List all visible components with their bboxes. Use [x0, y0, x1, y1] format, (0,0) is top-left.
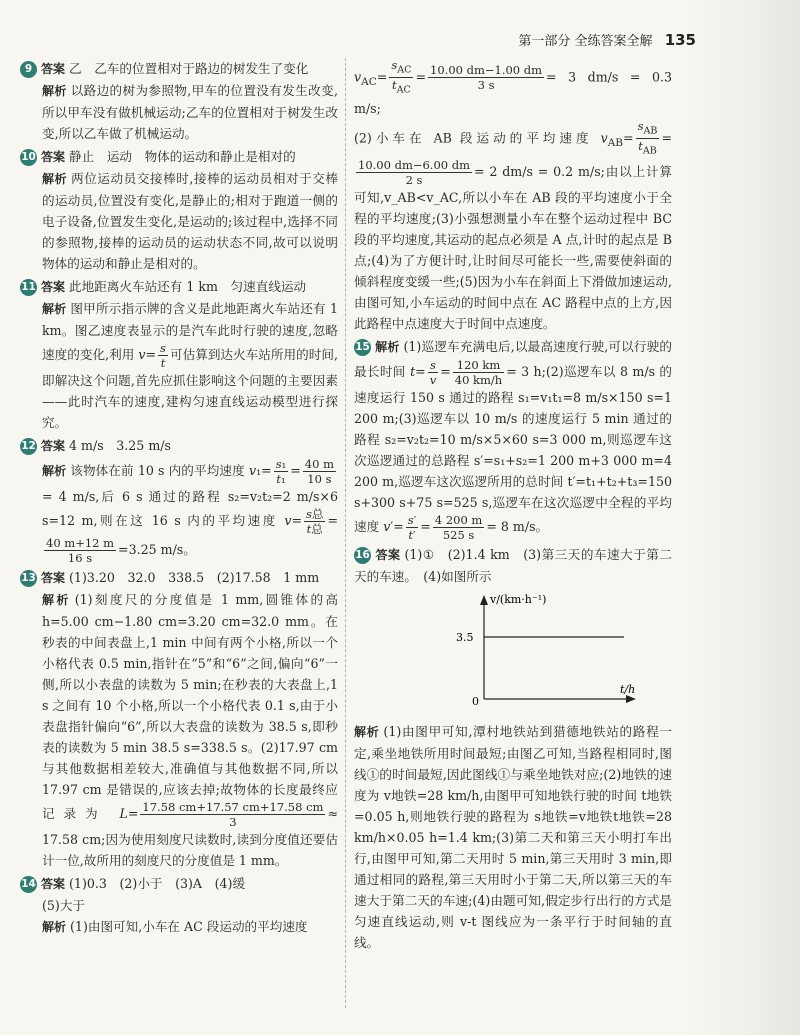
- formula-fraction: $\frac{10.00 dm-6.00 dm}{2 s}$: [358, 158, 471, 188]
- analysis-label: 解析: [42, 464, 67, 478]
- formula-fraction: $\frac{s_{AC}}{t_{AC}}$: [391, 58, 412, 96]
- question-number: 16: [354, 547, 371, 564]
- answer-text-2: (5)大于: [42, 898, 86, 913]
- answer-label: 答案: [41, 877, 66, 891]
- formula-fraction: $\frac{s}{t}$: [160, 341, 166, 370]
- column-divider: [345, 58, 347, 1008]
- question-11: 11 答案 此地距离火车站还有 1 km 匀速直线运动 解析 图甲所示指示牌的含义是此地距离火车站还有 1 km。图乙速度表显示的是汽车此时行驶的速度,忽略速度的变化,利用 v= $\frac{s}{t}$ 可估算到达火车站所用的时间,即解决这个问题,首先应抓住影响这个问题的主要因素——此时汽车的速度,建构匀速直线运动模型进行探究。: [21, 279, 338, 430]
- y-tick-label: 3.5: [456, 631, 474, 645]
- analysis-text-cont: = 3 h;(2)巡逻车以 8 m/s 的速度运行 150 s 通过的路程 s₁=v₁t₁=8 m/s×150 s=1 200 m;(3)巡逻车以 10 m/s 的速度运行 5 min 通过的路程 s₂=v₂t₂=10 m/s×5×60 s=3 000 m,则巡逻车这次巡逻通过的总路程 s′=s₁+s₂=1 200 m+3 000 m=4 200 m,巡逻车这次巡逻所用的总时间 t′=t₁+t₂+t₃=150 s+300 s+75 s=525 s,巡逻车在这次巡逻中全程的平均速度: [354, 364, 672, 535]
- analysis-text: 以路边的树为参照物,甲车的位置没有发生改变,所以甲车没有做机械运动;乙车的位置相对于树发生改变,所以乙车做了机械运动。: [42, 83, 338, 141]
- analysis-text-cont: = 2 dm/s = 0.2 m/s;由以上计算可知,v_AB<v_AC,所以小车在 AB 段的平均速度小于全程的平均速度;(3)小强想测量小车在整个运动过程中 BC 段的平均速度,其运动的起点必须是 A 点,计时的起点是 B 点;(4)为了方便计时,让时间尽可能长一些,需要使斜面的倾斜程度变缓一些;(5)因为小车在斜面上下滑做加速运动,由图可知,小车运动的时间中点在 AC 路程中点的上方,因此路程中点速度大于时间中点速度。: [354, 164, 672, 332]
- right-column: [354, 58, 672, 955]
- analysis-label: 解析: [42, 172, 68, 186]
- formula-fraction: $\frac{40 m}{10 s}$: [304, 457, 334, 486]
- question-16: [354, 544, 672, 953]
- analysis-text: 两位运动员交接棒时,接棒的运动员相对于交棒的运动员,位置没有变化,是静止的;相对于跑道一侧的电子设备,位置发生变化,是运动的;该过程中,选择不同的参照物,接棒的运动员的运动状态不同,故可以说明物体的运动和静止是相对的。: [42, 171, 338, 271]
- question-14-cont: $v_{AC}=$ $\frac{s_{AC}}{t_{AC}}$ = $\frac{10.00 dm-1.00 dm}{3 s}$ = 3 dm/s = 0.3 m/s; (2)小车在 AB 段运动的平均速度 $v_{AB}=$ $\frac{s_{AB}}{t_{AB}}$ = $\frac{10.00 dm-6.00 dm}{2 s}$ = 2 dm/s = 0.2 m/s;由以上计算可知,v_AB<v_AC,所以小车在 AB 段的平均速度小于全程的平均速度;(3)小强想测量小车在整个运动过程中 BC 段的平均速度,其运动的起点必须是 A 点,计时的起点是 B 点;(4)为了方便计时,让时间尽可能长一些,需要使斜面的倾斜程度变缓一些;(5)因为小车在斜面上下滑做加速运动,由图可知,小车运动的时间中点在 AC 路程中点的上方,因此路程中点速度大于时间中点速度。: [354, 58, 672, 332]
- answer-text: 静止 运动 物体的运动和静止是相对的: [69, 149, 296, 164]
- analysis-label: 解析: [42, 593, 71, 607]
- answer-label: 答案: [41, 439, 66, 453]
- question-number: 9: [20, 61, 37, 78]
- answer-text: 乙 乙车的位置相对于路边的树发生了变化: [69, 61, 309, 76]
- answer-text: 此地距离火车站还有 1 km 匀速直线运动: [69, 279, 307, 294]
- formula-fraction: $\frac{\text{s总}}{\text{t总}}$: [306, 507, 324, 536]
- answer-text: (1)① (2)1.4 km (3)第三天的车速大于第二天的车速。 (4)如图所示: [354, 547, 672, 585]
- formula-fraction: $\frac{10.00 dm-1.00 dm}{3 s}$: [430, 63, 543, 93]
- question-15: 15 解析 (1)巡逻车充满电后,以最高速度行驶,可以行驶的最长时间 t= $\frac{s}{v}$ = $\frac{120 km}{40 km/h}$ = 3 h;(2)巡逻车以 8 m/s 的速度运行 150 s 通过的路程 s₁=v₁t₁=8 m/s×150 s=1 200 m;(3)巡逻车以 10 m/s 的速度运行 5 min 通过的路程 s₂=v₂t₂=10 m/s×5×60 s=3 000 m,则巡逻车这次巡逻通过的总路程 s′=s₁+s₂=1 200 m+3 000 m=4 200 m,巡逻车这次巡逻所用的总时间 t′=t₁+t₂+t₃=150 s+300 s+75 s=525 s,巡逻车在这次巡逻中全程的平均速度 v′= $\frac{s'}{t'}$ = $\frac{4 200 m}{525 s}$ = 8 m/s。: [354, 339, 672, 543]
- answer-text: (1)0.3 (2)小于 (3)A (4)缓: [69, 876, 246, 891]
- question-10: [20, 146, 338, 274]
- formula-fraction: $\frac{s'}{t'}$: [407, 513, 417, 543]
- analysis-text: 图甲所示指示牌的含义是此地距离火车站还有 1 km。图乙速度表显示的是汽车此时行驶的速度,忽略速度的变化,利用: [42, 301, 338, 362]
- question-number: 10: [20, 149, 37, 166]
- page-edge: [690, 0, 800, 1035]
- page-number: 135: [664, 31, 696, 49]
- question-number: 15: [354, 339, 371, 356]
- left-column: [20, 58, 338, 940]
- page-header: [518, 30, 696, 49]
- answer-label: 答案: [41, 280, 66, 294]
- answer-label: 答案: [41, 150, 66, 164]
- answer-label: 答案: [41, 62, 66, 76]
- y-axis-arrow: [480, 595, 488, 605]
- formula-fraction: $\frac{s_{AB}}{t_{AB}}$: [637, 118, 658, 157]
- origin-label: 0: [472, 695, 479, 709]
- analysis-text: = 3 dm/s = 0.3 m/s;: [354, 69, 672, 116]
- vt-graph: [444, 591, 644, 709]
- answer-text: 4 m/s 3.25 m/s: [69, 438, 171, 453]
- analysis-text: (1)由图可知,小车在 AC 段运动的平均速度: [70, 919, 308, 934]
- header-title: 全练答案全解: [574, 34, 653, 49]
- analysis-label: 解析: [42, 920, 67, 934]
- formula-fraction: $\frac{s}{v}$: [429, 358, 437, 388]
- question-9: [20, 58, 338, 144]
- x-axis-label: t/h: [620, 683, 636, 697]
- header-section: 第一部分: [518, 34, 571, 49]
- question-number: 14: [20, 876, 37, 893]
- formula-fraction: $\frac{4 200 m}{525 s}$: [434, 513, 483, 543]
- question-number: 11: [20, 279, 37, 296]
- answer-text: (1)3.20 32.0 338.5 (2)17.58 1 mm: [69, 570, 320, 585]
- analysis-text: (1)巡逻车充满电后,以最高速度行驶,可以行驶的最长时间: [354, 339, 672, 380]
- analysis-text-cont: 可估算到达火车站所用的时间,即解决这个问题,首先应抓住影响这个问题的主要因素——此时汽车的速度,建构匀速直线运动模型进行探究。: [42, 347, 338, 430]
- analysis-label: 解析: [354, 725, 380, 740]
- analysis-text: 该物体在前 10 s 内的平均速度: [70, 463, 245, 478]
- x-axis-arrow: [626, 695, 636, 703]
- question-number: 12: [20, 438, 37, 455]
- answer-label: 答案: [375, 548, 401, 563]
- y-axis-label: v/(km·h⁻¹): [490, 593, 547, 607]
- analysis-text: (1)刻度尺的分度值是 1 mm,圆锥体的高 h=5.00 cm−1.80 cm=3.20 cm=32.0 mm。在秒表的中间表盘上,1 min 中间有两个小格,所以一个小格代表 0.5 min,指针在“5”和“6”之间,偏向“6”一侧,所以小表盘的读数为 5 min;在秒表的大表盘上,1 s 之间有 10 个小格,所以一个小格代表 0.1 s,由于小表盘指针偏向“6”,所以大表盘的读数为 38.5 s,即秒表的读数为 5 min 38.5 s=338.5 s。(2)17.97 cm 与其他数据相差较大,准确值与其他数据不同,所以 17.97 cm 是错误的,应该去掉;故物体的长度最终应记录为: [42, 592, 338, 821]
- formula-fraction: $\frac{17.58 cm+17.57 cm+17.58 cm}{3}$: [142, 800, 324, 829]
- analysis-label: 解析: [42, 84, 67, 98]
- question-12: 12 答案 4 m/s 3.25 m/s 解析 该物体在前 10 s 内的平均速度 v₁= $\frac{\text{s₁}}{\text{t₁}}$ = $\frac{40 m}{10 s}$ = 4 m/s,后 6 s 通过的路程 s₂=v₂t₂=2 m/s×6 s=12 m,则在这 16 s 内的平均速度 v= $\frac{\text{s总}}{\text{t总}}$ = $\frac{40 m+12 m}{16 s}$ =3.25 m/s。: [21, 438, 338, 565]
- question-number: 13: [20, 570, 37, 587]
- formula-fraction: $\frac{40 m+12 m}{16 s}$: [46, 536, 115, 565]
- analysis-text-cont: ≈ 17.58 cm;因为使用刻度尺读数时,读到分度值还要估计一位,故所用的刻度尺的分度值是 1 mm。: [42, 806, 338, 868]
- analysis-label: 解析: [375, 340, 400, 355]
- analysis-text: (2)小车在 AB 段运动的平均速度: [354, 129, 593, 145]
- formula-fraction: $\frac{120 km}{40 km/h}$: [454, 358, 503, 388]
- question-13: 13 答案 (1)3.20 32.0 338.5 (2)17.58 1 mm 解析 (1)刻度尺的分度值是 1 mm,圆锥体的高 h=5.00 cm−1.80 cm=3.20 cm=32.0 mm。在秒表的中间表盘上,1 min 中间有两个小格,所以一个小格代表 0.5 min,指针在“5”和“6”之间,偏向“6”一侧,所以小表盘的读数为 5 min;在秒表的大表盘上,1 s 之间有 10 个小格,所以一个小格代表 0.1 s,由于小表盘指针偏向“6”,所以大表盘的读数为 38.5 s,即秒表的读数为 5 min 38.5 s=338.5 s。(2)17.97 cm 与其他数据相差较大,准确值与其他数据不同,所以 17.97 cm 是错误的,应该去掉;故物体的长度最终应记录为 L= $\frac{17.58 cm+17.57 cm+17.58 cm}{3}$ ≈ 17.58 cm;因为使用刻度尺读数时,读到分度值还要估计一位,故所用的刻度尺的分度值是 1 mm。: [21, 570, 338, 868]
- question-14: [20, 873, 338, 938]
- answer-label: 答案: [41, 571, 66, 585]
- analysis-text-cont: = 4 m/s,后 6 s 通过的路程 s₂=v₂t₂=2 m/s×6 s=12 m,则在这 16 s 内的平均速度: [42, 489, 338, 528]
- formula-fraction: $\frac{\text{s₁}}{\text{t₁}}$: [275, 457, 287, 486]
- analysis-label: 解析: [42, 302, 67, 316]
- analysis-text: (1)由图甲可知,潭村地铁站到猎德地铁站的路程一定,乘坐地铁所用时间最短;由图乙可知,当路程相同时,图线①的时间最短,因此图线①与乘坐地铁对应;(2)地铁的速度为 v地铁=28 km/h,由图甲可知地铁行驶的时间 t地铁=0.05 h,则地铁行驶的路程为 s地铁=v地铁t地铁=28 km/h×0.05 h=1.4 km;(3)第二天和第三天小明打车出行,由图甲可知,第二天用时 5 min,第三天用时 3 min,即通过相同的路程,第三天用时小于第二天,所以第三天的车速大于第二天的车速;(4)由题可知,假定步行出行的方式是匀速直线运动,则 v-t 图线应为一条平行于时间轴的直线。: [354, 724, 672, 951]
- analysis-text-end: =3.25 m/s。: [118, 542, 196, 557]
- analysis-text-end: = 8 m/s。: [486, 519, 549, 535]
